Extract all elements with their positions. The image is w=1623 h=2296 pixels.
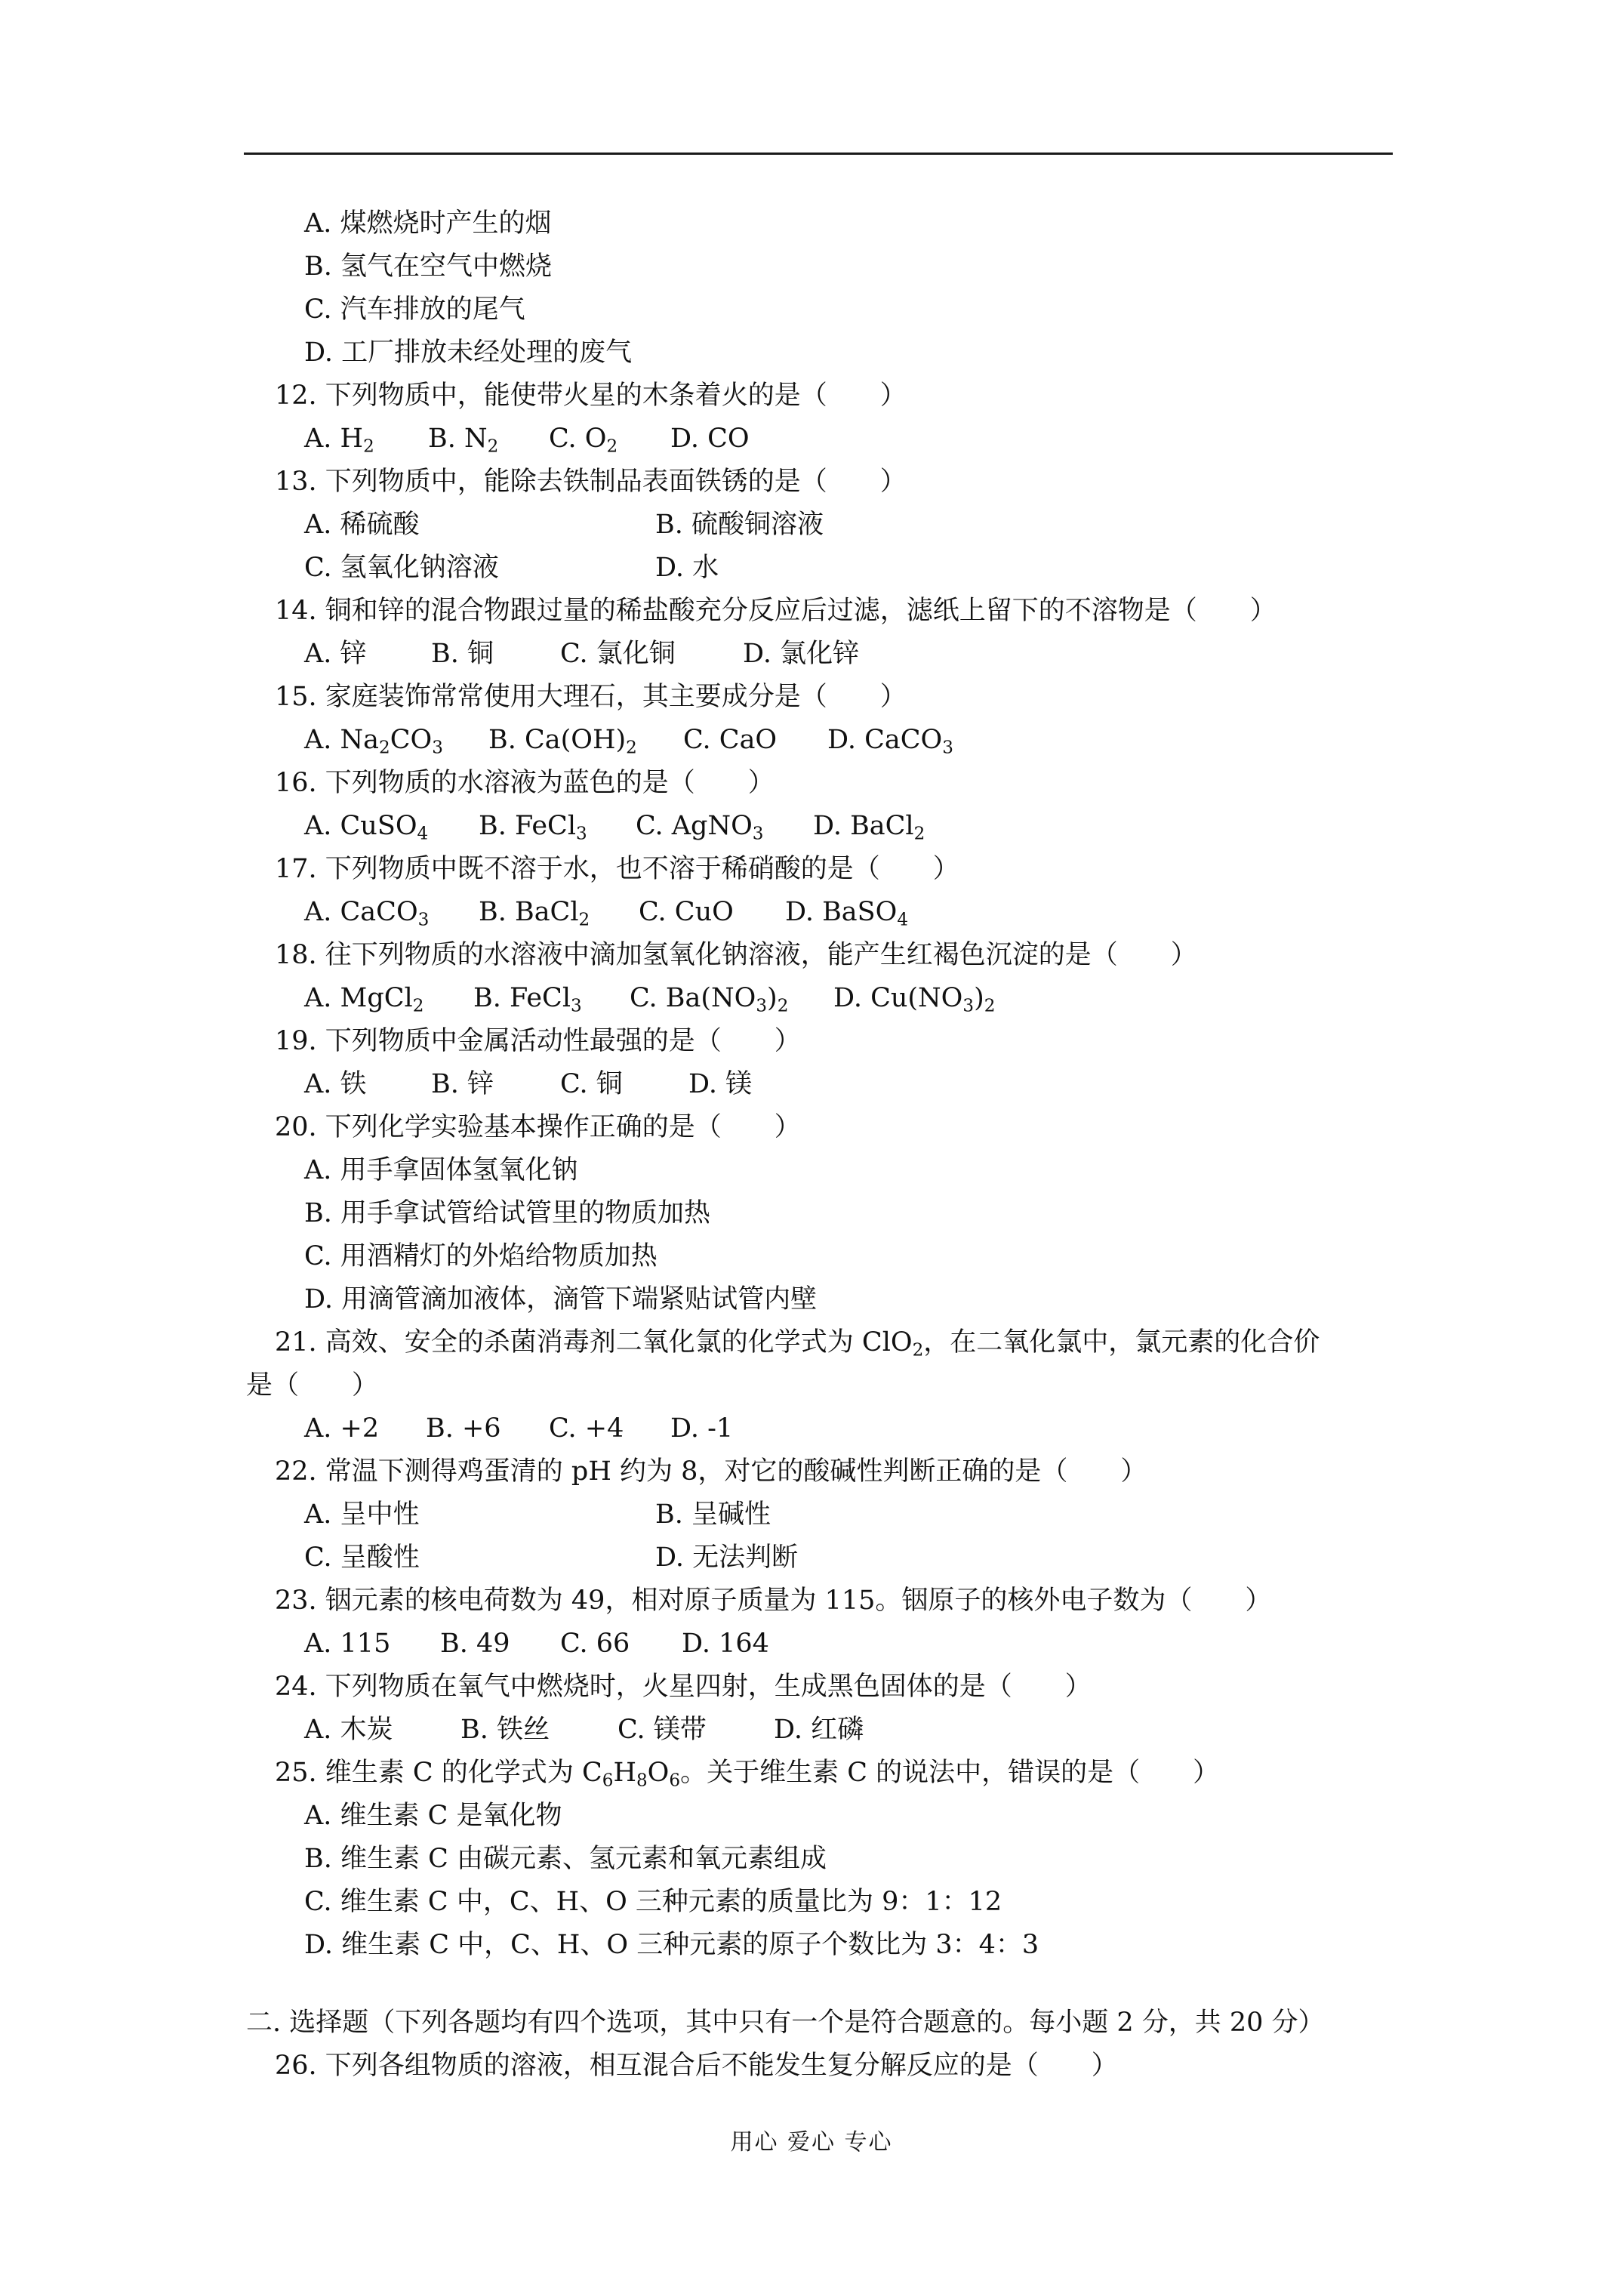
q19-option-a: A. 铁 xyxy=(304,1069,367,1099)
q14-option-d: D. 氯化锌 xyxy=(743,639,860,669)
q17-option-a: A. CaCO$_3$ xyxy=(304,897,430,930)
q11-option-d: D. 工厂排放未经处理的废气 xyxy=(304,337,633,368)
q20-option-d: D. 用滴管滴加液体，滴管下端紧贴试管内壁 xyxy=(304,1284,818,1314)
q18-option-c: C. $Ba(NO_3)_2$ xyxy=(630,983,789,1016)
q23-option-c: C. 66 xyxy=(560,1629,630,1659)
section-2-heading: 二. 选择题（下列各题均有四个选项，其中只有一个是符合题意的。每小题 2 分，共 20 分） xyxy=(246,2008,1325,2038)
q21-option-b: B. +6 xyxy=(426,1413,501,1444)
q25-stem: 25. 维生素 C 的化学式为 $C_6H_8O_6$。关于维生素 C 的说法中，错误的是（ ） xyxy=(275,1758,1220,1791)
q20-stem: 20. 下列化学实验基本操作正确的是（ ） xyxy=(275,1112,801,1142)
q12-option-a: A. $H_2$ xyxy=(304,424,374,457)
q20-option-a: A. 用手拿固体氢氧化钠 xyxy=(304,1155,578,1185)
q15-option-d: D. CaCO$_3$ xyxy=(827,725,953,758)
q17-option-c: C. CuO xyxy=(639,897,734,927)
q24-stem: 24. 下列物质在氧气中燃烧时，火星四射，生成黑色固体的是（ ） xyxy=(275,1672,1092,1702)
q21-stem: 21. 高效、安全的杀菌消毒剂二氧化氯的化学式为 ClO$_2$，在二氧化氯中，氯元素的化合价 xyxy=(275,1327,1320,1361)
q12-option-c: C. $O_2$ xyxy=(549,424,618,457)
q15-option-b: B. $Ca(OH)_2$ xyxy=(488,725,637,758)
q14-option-a: A. 锌 xyxy=(304,639,367,669)
q13-option-c: C. 氢氧化钠溶液 xyxy=(304,553,499,583)
q17-option-b: B. BaCl$_2$ xyxy=(479,897,590,930)
q19-option-d: D. 镁 xyxy=(688,1069,753,1099)
q14-option-b: B. 铜 xyxy=(431,639,494,669)
q23-option-b: B. 49 xyxy=(440,1629,510,1659)
q25-option-c: C. 维生素 C 中，C、H、O 三种元素的质量比为 9：1：12 xyxy=(304,1887,1002,1917)
q17-option-d: D. BaSO$_4$ xyxy=(785,897,909,930)
q24-option-c: C. 镁带 xyxy=(617,1715,707,1745)
q15-stem: 15. 家庭装饰常常使用大理石，其主要成分是（ ） xyxy=(275,682,907,712)
q19-option-b: B. 锌 xyxy=(431,1069,494,1099)
q16-option-d: D. BaCl$_2$ xyxy=(813,811,925,844)
q21-option-c: C. +4 xyxy=(549,1413,624,1444)
q23-option-a: A. 115 xyxy=(304,1629,391,1659)
q16-option-c: C. AgNO$_3$ xyxy=(636,811,764,844)
q16-option-b: B. FeCl$_3$ xyxy=(479,811,587,844)
q13-stem: 13. 下列物质中，能除去铁制品表面铁锈的是（ ） xyxy=(275,467,907,497)
q24-option-d: D. 红磷 xyxy=(774,1715,864,1745)
q19-stem: 19. 下列物质中金属活动性最强的是（ ） xyxy=(275,1026,801,1056)
q22-option-b: B. 呈碱性 xyxy=(655,1499,771,1530)
q24-option-b: B. 铁丝 xyxy=(460,1715,550,1745)
q25-option-a: A. 维生素 C 是氧化物 xyxy=(304,1801,562,1831)
q20-option-b: B. 用手拿试管给试管里的物质加热 xyxy=(304,1198,710,1228)
q11-option-a: A. 煤燃烧时产生的烟 xyxy=(304,208,552,239)
q16-option-a: A. CuSO$_4$ xyxy=(304,811,429,844)
q22-option-d: D. 无法判断 xyxy=(655,1542,799,1573)
q23-stem: 23. 铟元素的核电荷数为 49，相对原子质量为 115。铟原子的核外电子数为（ ） xyxy=(275,1586,1272,1616)
q24-option-a: A. 木炭 xyxy=(304,1715,393,1745)
q12-stem: 12. 下列物质中，能使带火星的木条着火的是（ ） xyxy=(275,381,907,411)
q11-option-c: C. 汽车排放的尾气 xyxy=(304,294,525,325)
q18-option-b: B. FeCl$_3$ xyxy=(473,983,582,1016)
q14-option-c: C. 氯化铜 xyxy=(560,639,676,669)
q14-stem: 14. 铜和锌的混合物跟过量的稀盐酸充分反应后过滤，滤纸上留下的不溶物是（ ） xyxy=(275,596,1277,626)
q17-stem: 17. 下列物质中既不溶于水，也不溶于稀硝酸的是（ ） xyxy=(275,854,959,884)
header-rule xyxy=(244,153,1393,155)
q12-option-b: B. $N_2$ xyxy=(428,424,499,457)
q15-option-a: A. $Na_2CO_3$ xyxy=(304,725,443,758)
q26-stem: 26. 下列各组物质的溶液，相互混合后不能发生复分解反应的是（ ） xyxy=(275,2051,1118,2081)
q23-option-d: D. 164 xyxy=(682,1629,769,1659)
q25-option-d: D. 维生素 C 中，C、H、O 三种元素的原子个数比为 3：4：3 xyxy=(304,1930,1039,1960)
q20-option-c: C. 用酒精灯的外焰给物质加热 xyxy=(304,1241,658,1271)
q22-option-c: C. 呈酸性 xyxy=(304,1542,420,1573)
q19-option-c: C. 铜 xyxy=(560,1069,623,1099)
q25-option-b: B. 维生素 C 由碳元素、氢元素和氧元素组成 xyxy=(304,1844,827,1874)
q22-option-a: A. 呈中性 xyxy=(304,1499,420,1530)
q16-stem: 16. 下列物质的水溶液为蓝色的是（ ） xyxy=(275,768,775,798)
q15-option-c: C. CaO xyxy=(683,725,778,755)
page-footer: 用心 爱心 专心 xyxy=(730,2129,893,2156)
q13-option-b: B. 硫酸铜溶液 xyxy=(655,510,824,540)
q12-option-d: D. CO xyxy=(670,424,750,454)
q18-option-a: A. MgCl$_2$ xyxy=(304,983,424,1016)
q11-option-b: B. 氢气在空气中燃烧 xyxy=(304,251,552,282)
q18-stem: 18. 往下列物质的水溶液中滴加氢氧化钠溶液，能产生红褐色沉淀的是（ ） xyxy=(275,940,1197,970)
q21-stem-continued: 是（ ） xyxy=(246,1370,379,1401)
q21-option-d: D. -1 xyxy=(670,1413,734,1444)
q13-option-d: D. 水 xyxy=(655,553,719,583)
q21-option-a: A. +2 xyxy=(304,1413,380,1444)
q13-option-a: A. 稀硫酸 xyxy=(304,510,420,540)
q22-stem: 22. 常温下测得鸡蛋清的 pH 约为 8，对它的酸碱性判断正确的是（ ） xyxy=(275,1456,1147,1487)
q18-option-d: D. $Cu(NO_3)_2$ xyxy=(833,983,996,1016)
